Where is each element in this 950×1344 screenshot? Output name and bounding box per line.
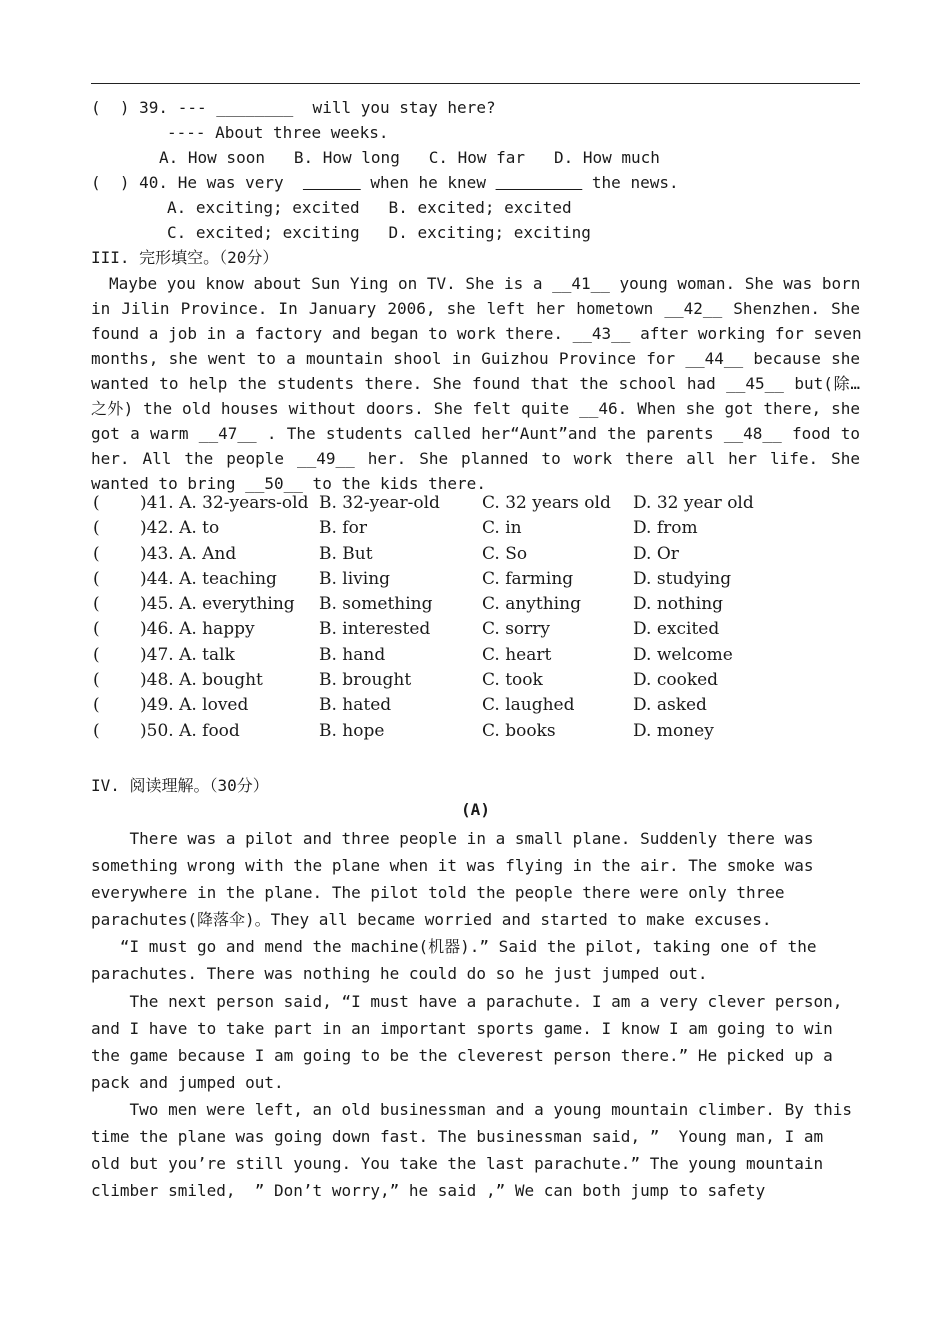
answer-paren: (	[93, 670, 100, 691]
option-c: C. 32 years old	[482, 493, 611, 513]
answer-paren: (	[93, 543, 100, 564]
cloze-passage	[91, 271, 860, 496]
option-a: )42. A. to	[140, 518, 220, 539]
option-a: )44. A. teaching	[140, 568, 277, 589]
answer-paren: (	[93, 518, 100, 539]
story-line: climber smiled, ” Don’t worry,” he said ,” We can both jump to safety	[91, 1181, 766, 1201]
question-39-options: A. How soon B. How long C. How far D. How much	[159, 148, 660, 167]
option-b: B. 32-year-old	[319, 493, 440, 513]
option-a: )43. A. And	[140, 543, 237, 564]
story-line: Two men were left, an old businessman and a young mountain climber. By this	[91, 1099, 852, 1119]
cloze-line: her. All the people __49__ her. She planned to work there all her life. She	[91, 449, 860, 468]
option-c: C. farming	[482, 568, 574, 589]
option-c: C. sorry	[482, 619, 551, 640]
cloze-line: months, she went to a mountain shool in Guizhou Province for __44__ because she	[91, 349, 860, 368]
answer-paren: (	[93, 568, 100, 589]
option-b: B. for	[319, 518, 367, 539]
story-line: parachutes. There was nothing he could do so he just jumped out.	[91, 964, 708, 984]
option-b: B. interested	[319, 619, 431, 640]
reading-passage-a	[91, 825, 860, 1204]
q40-blank-1	[303, 173, 361, 192]
option-c: C. in	[482, 518, 522, 539]
option-a: )50. A. food	[140, 720, 240, 741]
header-rule	[91, 83, 860, 84]
option-b: B. But	[319, 543, 373, 564]
story-line: The next person said, “I must have a parachute. I am a very clever person,	[91, 991, 843, 1011]
section-3-title: III. 完形填空。（20分）	[91, 248, 279, 267]
cloze-line: got a warm __47__ . The students called her“Aunt”and the parents __48__ food to	[91, 424, 860, 443]
cloze-line: found a job in a factory and began to work there. __43__ after working for seven	[91, 324, 862, 343]
story-line: There was a pilot and three people in a small plane. Suddenly there was	[91, 829, 814, 848]
answer-paren: (	[93, 594, 100, 615]
cloze-line: 之外) the old houses without doors. She felt quite __46. When she got there, she	[91, 399, 860, 418]
question-40-options-2: C. excited; exciting D. exciting; exciting	[167, 223, 591, 242]
option-a: )47. A. talk	[140, 644, 235, 665]
option-c: C. So	[482, 543, 528, 564]
option-d: D. excited	[633, 619, 720, 640]
story-line: “I must go and mend the machine(机器).” Said the pilot, taking one of the	[91, 937, 817, 957]
option-b: B. hope	[319, 720, 385, 741]
option-d: D. from	[633, 518, 698, 539]
answer-paren: (	[93, 695, 100, 716]
option-b: B. hated	[319, 695, 392, 716]
story-line: time the plane was going down fast. The businessman said, ” Young man, I am	[91, 1127, 824, 1147]
option-a: )48. A. bought	[140, 670, 263, 691]
story-line: old but you’re still young. You take the last parachute.” The young mountain	[91, 1154, 824, 1174]
story-line: something wrong with the plane when it was flying in the air. The smoke was	[91, 856, 814, 876]
answer-paren: (	[93, 493, 100, 513]
story-line: pack and jumped out.	[91, 1072, 284, 1092]
option-d: D. welcome	[633, 644, 733, 665]
answer-paren: (	[93, 619, 100, 640]
cloze-line: Maybe you know about Sun Ying on TV. She is a __41__ young woman. She was born	[109, 274, 861, 293]
q40-text-b: when he knew	[360, 173, 496, 192]
option-a: )45. A. everything	[140, 594, 295, 615]
question-39-stem: ( ) 39. --- ________ will you stay here?	[91, 98, 496, 117]
question-40-stem	[91, 170, 679, 195]
story-line: everywhere in the plane. The pilot told the people there were only three	[91, 883, 785, 903]
cloze-line: in Jilin Province. In January 2006, she left her hometown __42__ Shenzhen. She	[91, 299, 860, 318]
option-d: D. nothing	[633, 594, 724, 615]
option-c: C. anything	[482, 594, 581, 615]
story-line: and I have to take part in an important sports game. I know I am going to win	[91, 1018, 833, 1038]
story-line: the game because I am going to be the cleverest person there.” He picked up a	[91, 1045, 833, 1065]
option-d: D. Or	[633, 543, 679, 564]
exam-page	[91, 0, 860, 1344]
option-d: D. cooked	[633, 670, 719, 691]
option-c: C. laughed	[482, 695, 575, 716]
option-d: D. 32 year old	[633, 493, 754, 513]
option-c: C. took	[482, 670, 543, 691]
answer-paren: (	[93, 720, 100, 741]
question-40-options-1: A. exciting; excited B. excited; excited	[167, 198, 572, 217]
option-b: B. something	[319, 594, 433, 615]
q40-text-a: ( ) 40. He was very	[91, 173, 303, 192]
cloze-line: wanted to bring __50__ to the kids there.	[91, 474, 486, 493]
question-39-answer: ---- About three weeks.	[167, 123, 389, 142]
answer-paren: (	[93, 644, 100, 665]
option-d: D. studying	[633, 568, 732, 589]
section-4-title: IV. 阅读理解。（30分）	[91, 776, 269, 795]
option-c: C. books	[482, 720, 556, 741]
option-a: )46. A. happy	[140, 619, 255, 640]
option-a: )41. A. 32-years-old	[140, 493, 309, 513]
q40-blank-2	[496, 173, 583, 192]
cloze-line: wanted to help the students there. She found that the school had __45__ but(除…	[91, 374, 860, 393]
passage-a-title: (A)	[461, 800, 490, 819]
story-line: parachutes(降落伞)。They all became worried and started to make excuses.	[91, 910, 772, 930]
option-a: )49. A. loved	[140, 695, 249, 716]
option-b: B. living	[319, 568, 391, 589]
option-b: B. hand	[319, 644, 386, 665]
option-d: D. asked	[633, 695, 707, 716]
q40-text-c: the news.	[582, 173, 679, 192]
option-c: C. heart	[482, 644, 552, 665]
option-d: D. money	[633, 720, 714, 741]
option-b: B. brought	[319, 670, 412, 691]
